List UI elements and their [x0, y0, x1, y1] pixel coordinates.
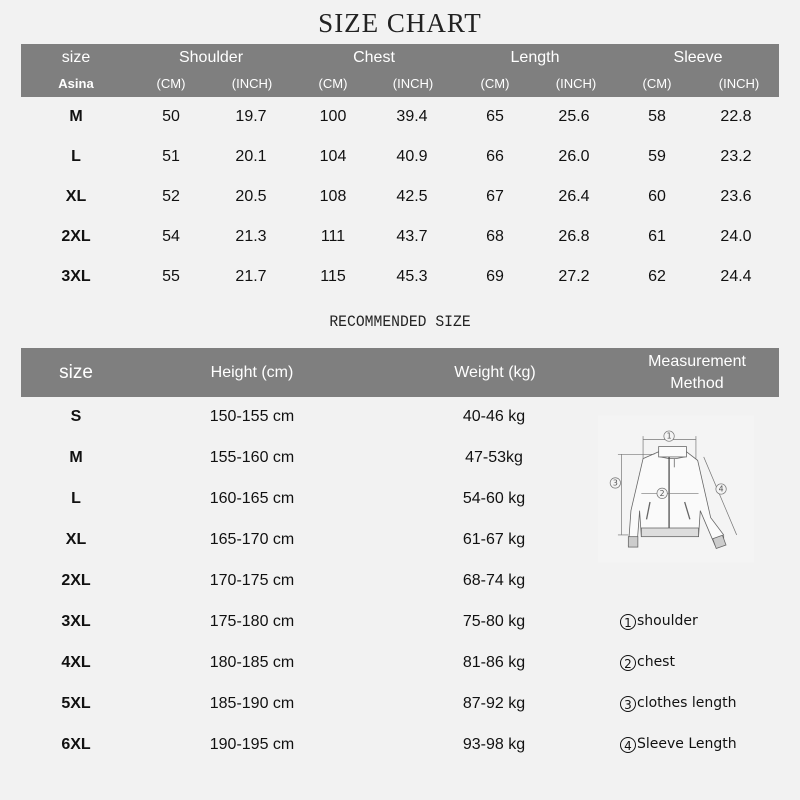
legend-item-clothes-length	[620, 695, 737, 712]
header-height: Height (cm)	[210, 364, 294, 381]
header-weight: Weight (kg)	[454, 364, 536, 381]
length-inch: 27.2	[558, 268, 590, 285]
size-chart-row	[0, 268, 800, 288]
shoulder-inch: 21.7	[235, 268, 267, 285]
sleeve-cm: 59	[648, 148, 666, 165]
chest-cm: 111	[320, 228, 346, 245]
row-size: 2XL	[61, 572, 91, 589]
header-size: size	[61, 49, 91, 66]
row-height: 190-195 cm	[209, 736, 295, 753]
legend-label: Sleeve Length	[637, 736, 737, 752]
header-chest: Chest	[353, 49, 395, 66]
length-cm: 66	[486, 148, 504, 165]
sleeve-inch: 23.2	[720, 148, 752, 165]
jacket-measurement-diagram-icon	[598, 410, 754, 568]
row-size: L	[71, 490, 81, 507]
length-inch: 26.0	[558, 148, 590, 165]
row-size: 3XL	[61, 268, 91, 285]
circled-number-icon: 4	[620, 737, 636, 753]
legend-item-sleeve-length	[620, 736, 737, 753]
row-weight: 47-53kg	[465, 449, 523, 466]
row-weight: 87-92 kg	[462, 695, 526, 712]
sleeve-inch: 24.0	[720, 228, 752, 245]
shoulder-inch: 21.3	[235, 228, 267, 245]
chest-inch: 45.3	[396, 268, 428, 285]
recommended-row	[0, 572, 800, 592]
size-chart-row	[0, 148, 800, 168]
row-size: XL	[65, 188, 87, 205]
svg-text:2: 2	[659, 488, 665, 498]
chest-cm: 104	[319, 148, 347, 165]
legend-label: shoulder	[637, 613, 698, 629]
legend-label: chest	[637, 654, 675, 670]
row-height: 170-175 cm	[209, 572, 295, 589]
row-height: 160-165 cm	[209, 490, 295, 507]
row-height: 155-160 cm	[209, 449, 295, 466]
unit-chest-inch: (INCH)	[392, 76, 434, 91]
row-size: XL	[65, 531, 87, 548]
length-cm: 65	[486, 108, 504, 125]
svg-text:4: 4	[718, 484, 724, 494]
length-cm: 67	[486, 188, 504, 205]
unit-sleeve-cm: (CM)	[642, 76, 672, 91]
sleeve-inch: 22.8	[720, 108, 752, 125]
shoulder-cm: 54	[162, 228, 180, 245]
chest-cm: 108	[319, 188, 347, 205]
row-height: 150-155 cm	[209, 408, 295, 425]
header-length: Length	[510, 49, 560, 66]
row-size: 6XL	[61, 736, 91, 753]
size-chart-row	[0, 228, 800, 248]
shoulder-cm: 51	[162, 148, 180, 165]
header-measurement-line1: Measurement	[648, 353, 746, 370]
row-size: 2XL	[61, 228, 91, 245]
header-asina: Asina	[58, 76, 94, 91]
legend-label: clothes length	[637, 695, 737, 711]
sleeve-inch: 23.6	[720, 188, 752, 205]
row-height: 180-185 cm	[209, 654, 295, 671]
row-size: 3XL	[61, 613, 91, 630]
unit-length-inch: (INCH)	[555, 76, 597, 91]
size-chart-row	[0, 188, 800, 208]
length-inch: 25.6	[558, 108, 590, 125]
header-sleeve: Sleeve	[673, 49, 723, 66]
row-weight: 61-67 kg	[462, 531, 526, 548]
row-height: 185-190 cm	[209, 695, 295, 712]
svg-text:3: 3	[612, 478, 618, 488]
row-height: 165-170 cm	[209, 531, 295, 548]
header-size: size	[59, 362, 93, 383]
length-cm: 68	[486, 228, 504, 245]
sleeve-cm: 62	[648, 268, 666, 285]
recommended-row	[0, 654, 800, 674]
size-chart-title: SIZE CHART	[318, 8, 482, 38]
length-inch: 26.8	[558, 228, 590, 245]
row-weight: 40-46 kg	[462, 408, 526, 425]
header-shoulder: Shoulder	[178, 49, 244, 66]
row-weight: 81-86 kg	[462, 654, 526, 671]
row-weight: 93-98 kg	[462, 736, 526, 753]
unit-sleeve-inch: (INCH)	[718, 76, 760, 91]
chest-cm: 100	[319, 108, 347, 125]
shoulder-cm: 55	[162, 268, 180, 285]
circled-number-icon: 1	[620, 614, 636, 630]
circled-number-icon: 3	[620, 696, 636, 712]
chest-cm: 115	[320, 268, 346, 285]
size-chart-header	[21, 44, 779, 97]
row-size: L	[71, 148, 81, 165]
svg-text:1: 1	[666, 431, 672, 441]
header-measurement-line2: Method	[670, 375, 724, 392]
chest-inch: 39.4	[396, 108, 428, 125]
row-weight: 54-60 kg	[462, 490, 526, 507]
shoulder-inch: 20.5	[235, 188, 267, 205]
recommended-header	[21, 348, 779, 397]
legend-item-chest	[620, 654, 675, 671]
header-measurement-method	[648, 351, 746, 395]
unit-length-cm: (CM)	[480, 76, 510, 91]
length-cm: 69	[486, 268, 504, 285]
sleeve-cm: 58	[648, 108, 666, 125]
unit-shoulder-cm: (CM)	[156, 76, 186, 91]
length-inch: 26.4	[558, 188, 590, 205]
row-size: S	[70, 408, 82, 425]
circled-number-icon: 2	[620, 655, 636, 671]
chest-inch: 42.5	[396, 188, 428, 205]
row-weight: 75-80 kg	[462, 613, 526, 630]
chest-inch: 40.9	[396, 148, 428, 165]
size-chart-row	[0, 108, 800, 128]
shoulder-cm: 50	[162, 108, 180, 125]
shoulder-inch: 19.7	[235, 108, 267, 125]
row-weight: 68-74 kg	[462, 572, 526, 589]
sleeve-cm: 61	[648, 228, 666, 245]
recommended-size-title: RECOMMENDED SIZE	[329, 313, 471, 331]
row-size: M	[69, 449, 83, 466]
row-height: 175-180 cm	[209, 613, 295, 630]
sleeve-cm: 60	[648, 188, 666, 205]
row-size: 5XL	[61, 695, 91, 712]
row-size: 4XL	[61, 654, 91, 671]
unit-chest-cm: (CM)	[318, 76, 348, 91]
shoulder-cm: 52	[162, 188, 180, 205]
row-size: M	[69, 108, 83, 125]
shoulder-inch: 20.1	[235, 148, 267, 165]
sleeve-inch: 24.4	[720, 268, 752, 285]
legend-item-shoulder	[620, 613, 698, 630]
unit-shoulder-inch: (INCH)	[231, 76, 273, 91]
chest-inch: 43.7	[396, 228, 428, 245]
